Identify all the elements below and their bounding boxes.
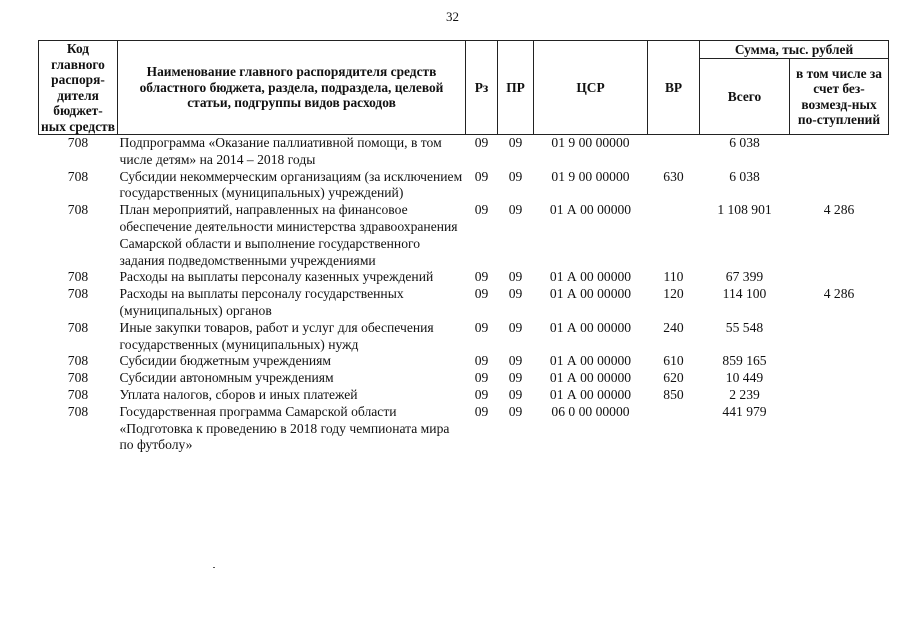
cell-csr: 01 А 00 00000 xyxy=(549,370,632,386)
table-row xyxy=(39,269,889,286)
table-row xyxy=(39,135,889,169)
cell-incl xyxy=(790,387,889,404)
cell-pr: 09 xyxy=(508,269,523,285)
cell-name: Субсидии некоммерческим организациям (за исключением государственных (муниципальных) учреждений) xyxy=(119,168,463,201)
cell-pr: 09 xyxy=(508,286,523,302)
cell-name: Подпрограмма «Оказание паллиативной помощи, в том числе детям» на 2014 – 2018 годы xyxy=(119,135,442,167)
cell-rz: 09 xyxy=(474,202,489,218)
cell-total: 859 165 xyxy=(722,353,767,369)
header-csr: ЦСР xyxy=(534,41,648,135)
cell-total: 10 449 xyxy=(725,370,764,386)
cell-vr xyxy=(648,202,700,269)
cell-incl xyxy=(790,320,889,354)
table-row xyxy=(39,169,889,203)
cell-code: 708 xyxy=(67,202,89,218)
cell-csr: 01 А 00 00000 xyxy=(549,386,632,402)
cell-rz: 09 xyxy=(474,353,489,369)
cell-csr: 01 А 00 00000 xyxy=(549,202,632,218)
cell-pr: 09 xyxy=(508,202,523,218)
header-sum: Сумма, тыс. рублей xyxy=(700,41,889,59)
header-total: Всего xyxy=(700,59,790,135)
cell-vr: 110 xyxy=(663,269,684,285)
cell-csr: 01 9 00 00000 xyxy=(551,168,630,184)
cell-total: 2 239 xyxy=(729,386,760,402)
cell-name: Субсидии автономным учреждениям xyxy=(119,370,334,386)
cell-code: 708 xyxy=(67,370,89,386)
table-row xyxy=(39,353,889,370)
cell-code: 708 xyxy=(67,135,89,150)
cell-vr: 120 xyxy=(663,286,684,302)
cell-name: Иные закупки товаров, работ и услуг для обеспечения государственных (муниципальных) нужд xyxy=(119,319,434,352)
cell-incl: 4 286 xyxy=(823,286,855,302)
cell-pr: 09 xyxy=(508,168,523,184)
table-row xyxy=(39,320,889,354)
table-body xyxy=(39,135,889,455)
cell-name: Государственная программа Самарской области «Подготовка к проведению в 2018 году чемпионата мира по футболу» xyxy=(119,403,450,453)
cell-code: 708 xyxy=(67,269,89,285)
cell-name: План мероприятий, направленных на финансовое обеспечение деятельности министерства здравоохранения Самарской области и выполнение государственного задания подведомственными учреждениями xyxy=(119,202,458,268)
table-row xyxy=(39,286,889,320)
cell-rz: 09 xyxy=(474,168,489,184)
cell-name: Субсидии бюджетным учреждениям xyxy=(119,353,332,369)
header-rz: Рз xyxy=(466,41,498,135)
cell-rz: 09 xyxy=(474,135,489,150)
cell-name: Расходы на выплаты персоналу государственных (муниципальных) органов xyxy=(119,286,404,318)
cell-csr: 06 0 00 00000 xyxy=(551,403,630,419)
cell-code: 708 xyxy=(67,353,89,369)
cell-pr: 09 xyxy=(508,135,523,150)
cell-total: 55 548 xyxy=(725,319,764,335)
cell-total: 114 100 xyxy=(722,286,767,302)
header-vr: ВР xyxy=(648,41,700,135)
cell-code: 708 xyxy=(67,286,89,302)
cell-name: Уплата налогов, сборов и иных платежей xyxy=(119,386,358,402)
cell-vr: 850 xyxy=(663,386,684,402)
cell-incl: 4 286 xyxy=(823,202,855,218)
cell-pr: 09 xyxy=(508,319,523,335)
cell-total: 1 108 901 xyxy=(717,202,772,218)
cell-pr: 09 xyxy=(508,386,523,402)
cell-csr: 01 А 00 00000 xyxy=(549,319,632,335)
header-incl: в том числе за счет без-возмезд-ных по-ступлений xyxy=(790,59,889,135)
cell-code: 708 xyxy=(67,319,89,335)
table-header xyxy=(39,41,889,135)
cell-incl xyxy=(790,269,889,286)
cell-rz: 09 xyxy=(474,286,489,302)
cell-rz: 09 xyxy=(474,269,489,285)
cell-rz: 09 xyxy=(474,319,489,335)
cell-vr: 630 xyxy=(663,168,684,184)
cell-vr xyxy=(648,135,700,169)
cell-vr: 240 xyxy=(663,319,684,335)
cell-pr: 09 xyxy=(508,353,523,369)
cell-pr: 09 xyxy=(508,370,523,386)
cell-csr: 01 А 00 00000 xyxy=(549,286,632,302)
cell-incl xyxy=(790,404,889,454)
cell-incl xyxy=(790,169,889,203)
table-row xyxy=(39,202,889,269)
scan-speck xyxy=(213,567,215,568)
cell-total: 6 038 xyxy=(729,135,760,150)
table-row xyxy=(39,370,889,387)
cell-csr: 01 А 00 00000 xyxy=(549,353,632,369)
cell-incl xyxy=(790,353,889,370)
cell-vr: 620 xyxy=(663,370,684,386)
header-pr: ПР xyxy=(498,41,534,135)
cell-incl xyxy=(790,370,889,387)
cell-code: 708 xyxy=(67,386,89,402)
cell-incl xyxy=(790,135,889,169)
cell-rz: 09 xyxy=(474,370,489,386)
cell-rz: 09 xyxy=(474,386,489,402)
page-number: 32 xyxy=(446,9,459,24)
cell-name: Расходы на выплаты персоналу казенных учреждений xyxy=(119,269,434,285)
table-row xyxy=(39,404,889,454)
cell-csr: 01 9 00 00000 xyxy=(551,135,630,150)
header-name: Наименование главного распорядителя средств областного бюджета, раздела, подраздела, целевой статьи, подгруппы видов расходов xyxy=(118,41,466,135)
header-code: Код главного распоря-дителя бюджет-ных средств xyxy=(39,41,118,135)
cell-code: 708 xyxy=(67,403,89,419)
cell-rz: 09 xyxy=(474,403,489,419)
cell-total: 441 979 xyxy=(722,403,767,419)
cell-code: 708 xyxy=(67,168,89,184)
table-row xyxy=(39,387,889,404)
cell-vr xyxy=(648,404,700,454)
cell-total: 6 038 xyxy=(729,168,760,184)
cell-csr: 01 А 00 00000 xyxy=(549,269,632,285)
cell-vr: 610 xyxy=(663,353,684,369)
budget-table xyxy=(38,40,889,454)
cell-total: 67 399 xyxy=(725,269,764,285)
cell-pr: 09 xyxy=(508,403,523,419)
